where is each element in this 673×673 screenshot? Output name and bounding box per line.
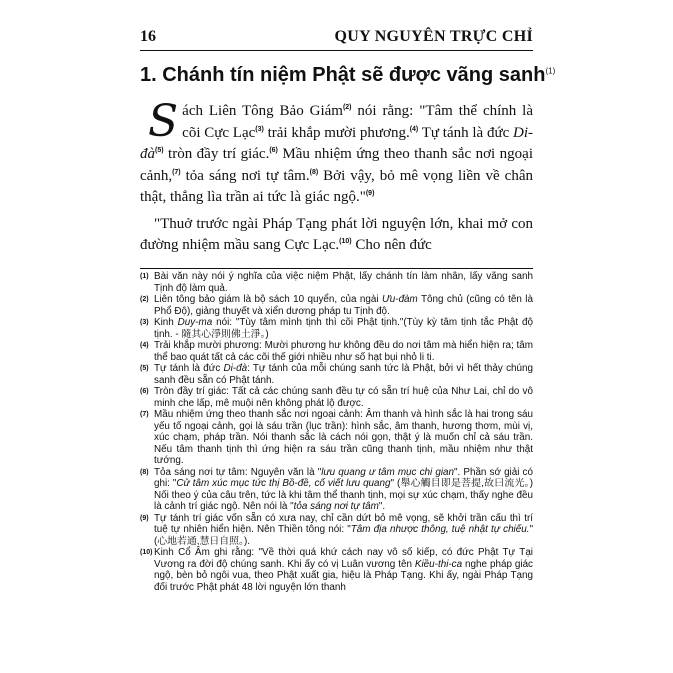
footnote-ref[interactable]: (8) [309, 168, 319, 176]
footnote-text: Mầu nhiệm ứng theo thanh sắc nơi ngoại cảnh: Âm thanh và hình sắc là hai trong sáu yếu tố ngoại cảnh, gọi là sáu trần (lục trần): hình sắc, âm thanh, hương thơm, mùi vị, xúc chạm, pháp trần. Nói thanh sắc là cách nói gọn, thật ý là muốn chỉ cả sáu trần. Nếu tâm thanh tịnh thì ứng hiện ra sáu trần cũng thanh tịnh, mầu nhiệm như thật tướng. [154, 409, 533, 466]
footnote-text: Kinh Cổ Âm ghi rằng: "Về thời quá khứ cách nay vô số kiếp, có đức Phật Tự Tại Vương ra đời độ chúng sanh. Khi ấy có vị Luân vương tên Kiều-thi-ca nghe pháp giác ngộ, bèn bỏ ngôi vua, theo Phật xuất gia, hiệu là Pháp Tạng. Khi ấy, ngài Pháp Tạng đối trước Phật phát 48 lời nguyện lớn thanh [154, 547, 533, 593]
page-header [140, 26, 533, 51]
text-run: Tự tánh là đức [418, 124, 513, 141]
footnote-ref[interactable]: (3) [255, 125, 264, 133]
text-run: trải khắp mười phương. [263, 124, 410, 141]
running-title: QUY NGUYÊN TRỰC CHỈ [334, 28, 533, 45]
footnote-text: Trải khắp mười phương: Mười phương hư không đều do nơi tâm mà hiển hiện ra; tâm thể bao quát tất cả các cõi thế giới nhiều như số hạt bụi nhỏ li ti. [154, 340, 533, 363]
footnote-number: (4) [140, 342, 149, 349]
drop-cap: S [148, 96, 179, 147]
footnote-number: (10) [140, 549, 153, 556]
footnote-ref[interactable]: (5) [155, 147, 164, 154]
footnote-text: Tỏa sáng nơi tự tâm: Nguyên văn là "lưu quang ư tâm mục chi gian". Phần sớ giải có ghi: "Cử tâm xúc mục tức thị Bồ-đề, cố viết lưu quang" (舉心觸目即是菩提,故曰流光。) Nối theo ý của câu trên, tức là khi tâm thể thanh tịnh, mọi sự xúc chạm, thấy nghe đều là cảnh trí giác ngộ. Nên nói là "tỏa sáng nơi tự tâm". [154, 466, 533, 512]
footnote-ref[interactable]: (6) [269, 147, 278, 154]
footnote-number: (9) [140, 514, 149, 522]
footnote-ref[interactable]: (1) [545, 66, 556, 76]
text-run: ách Liên Tông Bảo Giám [182, 103, 343, 119]
text-run: "Thuở trước ngài Pháp Tạng phát lời nguyện lớn, khai mở con đường nhiệm mầu sang Cực Lạc. [140, 215, 533, 253]
footnote [140, 547, 533, 593]
text-run: tỏa sáng nơi tự tâm. [180, 167, 310, 184]
paragraph-2 [140, 214, 533, 257]
footnote-number: (5) [140, 365, 149, 372]
footnote-text: Tròn đầy trí giác: Tất cả các chúng sanh đều tự có sẵn trí huệ của Như Lai, chỉ do vô minh che lấp, mê muội nên không phát lộ được. [154, 386, 533, 409]
footnote-divider [140, 268, 533, 269]
footnote-number: (2) [140, 296, 149, 303]
footnote-number: (6) [140, 388, 149, 395]
footnote [140, 317, 533, 340]
page-number: 16 [140, 28, 156, 45]
footnote [140, 294, 533, 317]
text-run: Mầu nhiệm ứng theo thanh sắc nơi ngoại cảnh, [140, 146, 533, 184]
footnote [140, 271, 533, 294]
footnote [140, 363, 533, 386]
footnote-text: Tự tánh trí giác vốn sẵn có xưa nay, chỉ cần dứt bỏ mê vọng, sẽ khởi trần cấu thì trí tuệ tự nhiên hiển hiện. Nên Thiền tông nói: "Tâm địa nhược thông, tuệ nhật tự chiếu." (心地若通,慧日自照。). [154, 512, 533, 547]
footnote-ref[interactable]: (9) [365, 190, 375, 197]
footnote-text: Bài văn này nói ý nghĩa của việc niệm Phật, lấy chánh tín làm nhân, lấy vãng sanh Tịnh độ làm quả. [154, 271, 533, 294]
footnote-ref[interactable]: (2) [342, 104, 352, 111]
footnote-ref[interactable]: (7) [172, 168, 181, 176]
text-run-italic: Di-đà [140, 124, 533, 162]
footnote [140, 513, 533, 548]
body-text [140, 96, 533, 257]
footnote [140, 409, 533, 467]
footnote-number: (1) [140, 273, 149, 280]
footnote-text: Kinh Duy-ma nói: "Tùy tâm mình tịnh thì cõi Phật tịnh."(Tùy kỳ tâm tịnh tắc Phật độ tịnh. - 隨其心淨則佛土淨。) [154, 317, 533, 340]
footnote-ref[interactable]: (10) [339, 238, 352, 245]
footnote-number: (8) [140, 468, 149, 476]
footnote-number: (3) [140, 319, 149, 326]
footnote [140, 467, 533, 513]
section-title-text: 1. Chánh tín niệm Phật sẽ được vãng sanh [140, 64, 546, 86]
text-run: tròn đầy trí giác. [163, 146, 270, 162]
footnote-text: Liên tông bảo giám là bộ sách 10 quyển, của ngài Ưu-đàm Tông chủ (cũng có tên là Phổ Độ), giảng thuyết và xiển dương pháp tu Tịnh độ. [154, 294, 533, 317]
footnotes [140, 271, 533, 593]
footnote [140, 386, 533, 409]
text-run: Cho nên đức [351, 237, 432, 253]
footnote [140, 340, 533, 363]
footnote-ref[interactable]: (4) [409, 125, 419, 133]
section-title [140, 64, 556, 87]
paragraph-1 [140, 96, 533, 209]
footnote-number: (7) [140, 411, 149, 418]
text-run: nói rằng: "Tâm thể chính là cõi Cực Lạc [182, 103, 533, 141]
footnote-text: Tự tánh là đức Di-đà: Tự tánh của mỗi chúng sanh tức là Phật, bởi vì hết thảy chúng sanh đều sẵn có Phật tánh. [154, 363, 533, 386]
text-run: Bởi vậy, bỏ mê vọng liền về chân thật, thẳng lìa trần ai tức là giác ngộ." [140, 167, 533, 205]
